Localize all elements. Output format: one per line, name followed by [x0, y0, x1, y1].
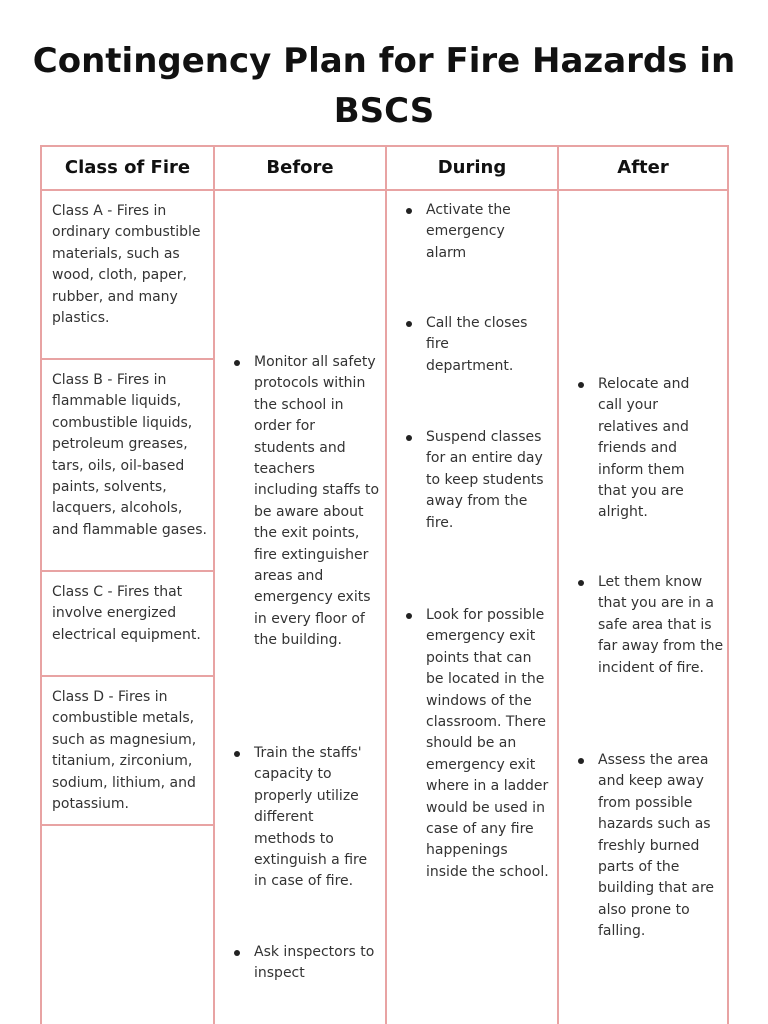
after-column	[578, 145, 728, 1024]
header-during: During	[437, 157, 507, 178]
bullet-icon	[406, 321, 412, 327]
class-d-cell	[42, 677, 213, 826]
class-a-description: - Fires in ordinary combustible materials, such as wood, cloth, paper, rubber, and many plastics.	[52, 203, 201, 327]
bullet-icon	[234, 751, 240, 757]
header-class-of-fire: Class of Fire	[64, 157, 191, 178]
column-divider	[557, 145, 559, 1024]
class-c-label: Class C	[52, 584, 104, 600]
contingency-table	[40, 145, 729, 1024]
class-d-label: Class D	[52, 689, 105, 705]
column-divider	[385, 145, 387, 1024]
bullet-icon	[234, 950, 240, 956]
during-item-text: Activate the emergency alarm	[426, 202, 511, 261]
class-b-description: - Fires in flammable liquids, combustible liquids, petroleum greases, tars, oils, oil-based paints, solvents, lacquers, alcohols, and flammable gases.	[52, 372, 207, 538]
before-item-text: Monitor all safety protocols within the school in order for students and teachers including staffs to be aware about the exit points, fire extinguisher areas and emergency exits in every floor of the building.	[254, 354, 380, 649]
after-item-text: Relocate and call your relatives and friends and inform them that you are alright.	[598, 376, 690, 521]
before-column	[234, 145, 384, 1024]
class-c-cell	[42, 572, 213, 677]
during-item-text: Look for possible emergency exit points that can be located in the windows of the classroom. There should be an emergency exit where in a ladder would be used in case of any fire happenings inside the school.	[426, 607, 549, 880]
before-item-text: Train the staffs' capacity to properly utilize different methods to extinguish a fire in case of fire.	[254, 745, 368, 890]
after-item-text: Assess the area and keep away from possible hazards such as freshly burned parts of the building that are also prone to falling.	[598, 752, 715, 940]
class-a-cell	[42, 191, 213, 360]
after-item-text: Let them know that you are in a safe area that is far away from the incident of fire.	[598, 574, 724, 676]
bullet-icon	[578, 758, 584, 764]
page-title: Contingency Plan for Fire Hazards in BSCS	[32, 41, 736, 131]
header-after: After	[617, 157, 669, 178]
class-b-cell	[42, 360, 213, 572]
column-divider	[213, 145, 215, 1024]
header-before: Before	[266, 157, 334, 178]
bullet-icon	[578, 382, 584, 388]
bullet-icon	[406, 613, 412, 619]
during-column	[406, 145, 556, 1024]
class-c-description: - Fires that involve energized electrical equipment.	[52, 584, 201, 643]
bullet-icon	[578, 580, 584, 586]
class-b-label: Class B	[52, 372, 103, 388]
bullet-icon	[406, 208, 412, 214]
bullet-icon	[234, 360, 240, 366]
during-item-text: Suspend classes for an entire day to keep students away from the fire.	[426, 429, 544, 531]
class-a-label: Class A	[52, 203, 103, 219]
before-item-text: Ask inspectors to inspect	[254, 944, 375, 982]
during-item-text: Call the closes fire department.	[426, 315, 528, 374]
bullet-icon	[406, 435, 412, 441]
class-d-description: - Fires in combustible metals, such as magnesium, titanium, zirconium, sodium, lithium, and potassium.	[52, 689, 197, 813]
